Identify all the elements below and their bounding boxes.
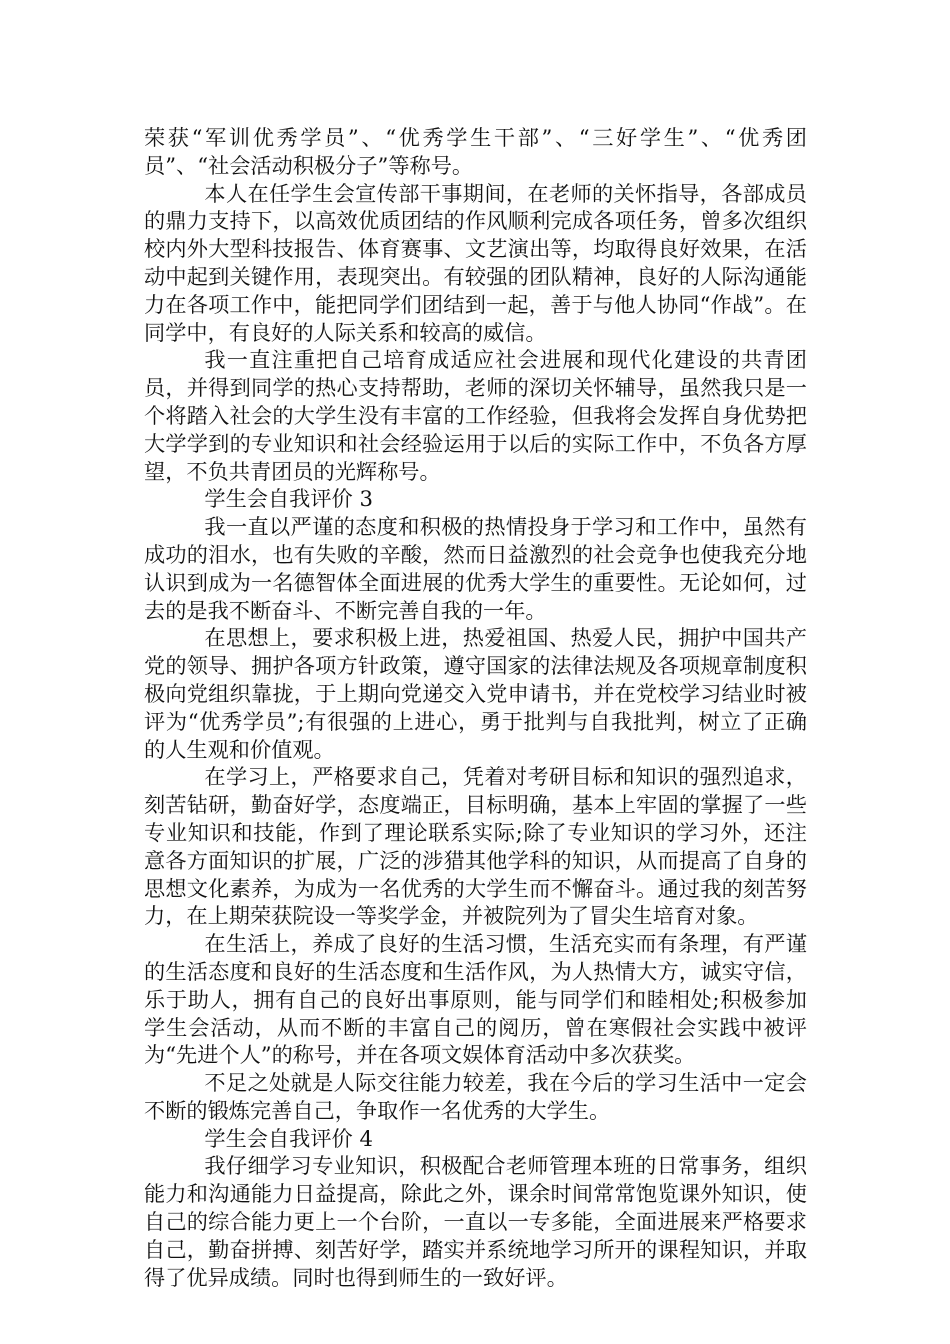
- paragraph-attitude: 我一直以严谨的态度和积极的热情投身于学习和工作中，虽然有成功的泪水，也有失败的辛酸，然而日益激烈的社会竞争也使我充分地认识到成为一名德智体全面进展的优秀大学生的重要性。无论如何，过去的是我不断奋斗、不断完善自我的一年。: [144, 514, 807, 623]
- paragraph-ideology: 在思想上，要求积极上进，热爱祖国、热爱人民，拥护中国共产党的领导、拥护各项方针政策，遵守国家的法律法规及各项规章制度积极向党组织靠拢，于上期向党递交入党申请书，并在党校学习结业时被评为“优秀学员”;有很强的上进心，勇于批判与自我批判，树立了正确的人生观和价值观。: [144, 625, 807, 762]
- section-heading-3: 学生会自我评价 3: [204, 486, 373, 512]
- paragraph-class-duties: 我仔细学习专业知识，积极配合老师管理本班的日常事务，组织能力和沟通能力日益提高，除此之外，课余时间常常饱览课外知识，使自己的综合能力更上一个台阶，一直以一专多能，全面进展来严格要求自己，勤奋拼搏、刻苦好学，踏实并系统地学习所开的课程知识，并取得了优异成绩。同时也得到师生的一致好评。: [144, 1153, 807, 1290]
- paragraph-continuation: 荣获“军训优秀学员”、“优秀学生干部”、“三好学生”、“优秀团员”、“社会活动积极分子”等称号。: [144, 125, 807, 178]
- paragraph-study: 在学习上，严格要求自己，凭着对考研目标和知识的强烈追求，刻苦钻研，勤奋好学，态度端正，目标明确，基本上牢固的掌握了一些专业知识和技能，作到了理论联系实际;除了专业知识的学习外，还注意各方面知识的扩展，广泛的涉猎其他学科的知识，从而提高了自身的思想文化素养，为成为一名优秀的大学生而不懈奋斗。通过我的刻苦努力，在上期荣获院设一等奖学金，并被院列为了冒尖生培育对象。: [144, 764, 807, 929]
- paragraph-propaganda-dept: 本人在任学生会宣传部干事期间，在老师的关怀指导，各部成员的鼎力支持下，以高效优质团结的作风顺利完成各项任务，曾多次组织校内外大型科技报告、体育赛事、文艺演出等，均取得良好效果，在活动中起到关键作用，表现突出。有较强的团队精神，良好的人际沟通能力在各项工作中，能把同学们团结到一起，善于与他人协同“作战”。在同学中，有良好的人际关系和较高的威信。: [144, 180, 807, 345]
- section-heading-4: 学生会自我评价 4: [204, 1125, 373, 1151]
- paragraph-youth-league: 我一直注重把自己培育成适应社会进展和现代化建设的共青团员，并得到同学的热心支持帮助，老师的深切关怀辅导，虽然我只是一个将踏入社会的大学生没有丰富的工作经验，但我将会发挥自身优势把大学学到的专业知识和社会经验运用于以后的实际工作中，不负各方厚望，不负共青团员的光辉称号。: [144, 347, 807, 484]
- document-body: [144, 124, 807, 1291]
- paragraph-shortcomings: 不足之处就是人际交往能力较差，我在今后的学习生活中一定会不断的锻炼完善自己，争取作一名优秀的大学生。: [144, 1070, 807, 1123]
- paragraph-life: 在生活上，养成了良好的生活习惯，生活充实而有条理，有严谨的生活态度和良好的生活态度和生活作风，为人热情大方，诚实守信，乐于助人，拥有自己的良好出事原则，能与同学们和睦相处;积极参加学生会活动，从而不断的丰富自己的阅历，曾在寒假社会实践中被评为“先进个人”的称号，并在各项文娱体育活动中多次获奖。: [144, 931, 807, 1068]
